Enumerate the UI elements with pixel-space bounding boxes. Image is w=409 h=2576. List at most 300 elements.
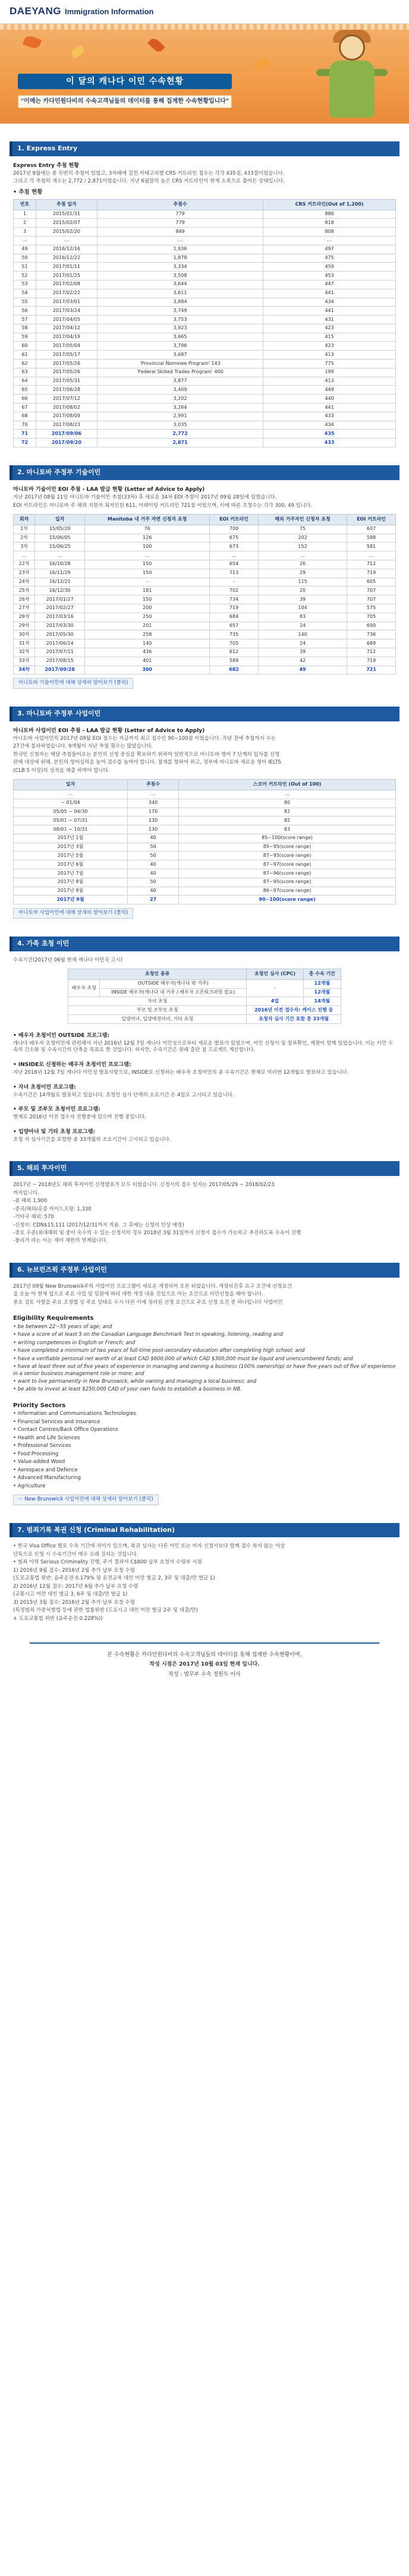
table-header-cell: 추첨수 <box>97 199 263 210</box>
table-cell: 199 <box>263 368 396 377</box>
intro-text: (CLB 5 이상)의 성적을 제출 하여야 합니다. <box>13 767 110 774</box>
table-cell: 1,936 <box>97 245 263 254</box>
table-cell: 3 <box>14 228 36 237</box>
new-brunswick-link[interactable]: ☞ New Brunswick 사업이민에 대해 상세히 알아보기 (클릭) <box>13 1494 159 1505</box>
text-line: -중요 수준(최대해외 및 중이 숙수의 수 있는 신청서의 경우 2018년 3월 31일까지 신청서 접수가 가능하고 추진하도록 수속이 진행 <box>13 1230 301 1236</box>
table-cell: 2017/04/12 <box>36 324 97 333</box>
table-row <box>68 979 341 988</box>
table-cell: 1 <box>14 210 36 219</box>
table-cell: 3,508 <box>97 272 263 280</box>
table-cell: 2차 <box>14 534 35 543</box>
text-line: (교통시고 미만 대인 벌금 3, 6주 및 대출/만 벌금 1) <box>13 1591 128 1598</box>
table-cell: 2017/03/16 <box>35 613 85 622</box>
footer-line: 본 수속현황은 카다민원다비의 수속고객님들의 데이터를 통해 집계한 수속현황이며, <box>107 1652 302 1659</box>
table-cell: ... <box>128 790 179 799</box>
hero-stripe <box>0 24 409 30</box>
list-item: • be able to invest at least $250,000 CAD of your own funds to establish a business in NB. <box>13 1386 396 1393</box>
section-heading: 1. Express Entry <box>10 141 399 156</box>
table-row <box>14 316 396 324</box>
table-header-cell: 총 수속 기간 <box>303 969 341 980</box>
table-row <box>14 860 396 869</box>
table-row <box>14 298 396 307</box>
table-cell: 682 <box>210 666 259 674</box>
table-cell: 719 <box>210 604 259 613</box>
footer-line: 작성 시점은 2017년 10월 03일 현재 입니다. <box>149 1661 260 1668</box>
table-cell: 14개월 <box>303 997 341 1006</box>
table-cell: 2017년 7월 <box>14 869 128 878</box>
table-cell: 2017/04/05 <box>36 316 97 324</box>
text-line: 2017년 ~ 2018년도 해외 투자이민 신청발표가 모두 되었습니다. 신청서의 접수 일자는 2017/05/29 ~ 2018/02/23 <box>13 1182 275 1188</box>
table-cell: 50 <box>128 852 179 860</box>
intro-text: 지난 2017년 08월 11일 마니토바 기술이민 추첨(33차) 후 새로운 34차 EOI 추첨이 2017년 09월 28일에 있었습니다. <box>13 494 277 501</box>
table-cell: 721 <box>347 666 396 674</box>
table-header-cell: 추첨 일자 <box>36 199 97 210</box>
table-cell: 433 <box>263 412 396 421</box>
table-row <box>14 307 396 316</box>
table-cell: 170 <box>128 808 179 816</box>
table-cell: 2017/05/04 <box>36 342 97 351</box>
table-row <box>68 1015 341 1024</box>
table-cell: 2017/05/31 <box>36 377 97 386</box>
section-family-sponsorship <box>10 937 399 1144</box>
table-cell: 675 <box>210 534 259 543</box>
table-cell: 24차 <box>14 578 35 587</box>
table-row <box>14 578 396 587</box>
table-cell: 3,665 <box>97 333 263 342</box>
text-line: 단독으로 신청 시 수속기간이 매우 오래 걸리는 것입니다. <box>13 1551 139 1557</box>
list-item: • Health and Life Sciences <box>13 1435 396 1442</box>
text-line: -중국/해외/홍콩 마이드프량: 1,330 <box>13 1206 92 1212</box>
text-line: 3) 2015년 3월 접수: 2016년 2월 추가 납부 요청 수령 <box>13 1599 135 1606</box>
table-cell: 49 <box>14 245 36 254</box>
table-cell: 201 <box>85 622 210 630</box>
table-header-row <box>14 780 396 790</box>
table-cell: 3,749 <box>97 307 263 316</box>
table-cell: 33차 <box>14 657 35 666</box>
table-cell: 20 <box>258 587 347 595</box>
table-row <box>14 622 396 630</box>
table-cell: 441 <box>263 307 396 316</box>
scarecrow-illustration <box>316 34 388 124</box>
table-cell: 자녀 초청 <box>68 997 247 1006</box>
table-cell: 3,334 <box>97 263 263 272</box>
intro-text: 그리고 각 추첨의 개수는 2,772 / 2,871이었습니다. 지난 6월말의 높은 CRS 커트라인이 현재 소폭으로 줄어든 상태입니다. <box>13 178 285 185</box>
text-line: -총 해외 1,900 <box>13 1198 48 1205</box>
table-cell: 85~95(score range) <box>179 843 396 852</box>
table-cell: 16/10/28 <box>35 560 85 569</box>
table-cell: 24 <box>258 622 347 630</box>
table-cell: 300 <box>85 666 210 674</box>
table-cell: 2017/08/23 <box>36 421 97 430</box>
table-header-cell: 추첨수 <box>128 780 179 790</box>
table-cell: 779 <box>97 219 263 228</box>
table-row <box>14 386 396 395</box>
table-cell: 22차 <box>14 560 35 569</box>
leaf-icon <box>23 34 42 50</box>
hero-subtitle-box <box>18 95 232 108</box>
table-cell: 3,611 <box>97 289 263 298</box>
table-cell: 64 <box>14 377 36 386</box>
table-cell: 415 <box>263 333 396 342</box>
table-row <box>14 657 396 666</box>
table-cell: ~ 01/04 <box>14 799 128 808</box>
table-cell: 67 <box>14 403 36 412</box>
list-item: • want to live permanently in New Brunswick, while owning and managing a local business; and <box>13 1379 396 1385</box>
table-cell: 75 <box>258 525 347 534</box>
table-cell: 2017/09/20 <box>36 439 97 447</box>
table-row <box>14 368 396 377</box>
table-cell: ... <box>97 236 263 245</box>
table-header-cell: 일자 <box>35 514 85 525</box>
investor-lines <box>10 1182 399 1245</box>
text-line: (도로교통법 위반: 음주운전 0.179% 및 운전교육 대인 미만 벌금 2, 3주 및 대출/만 벌금 1) <box>13 1575 215 1582</box>
list-item: • Contact Centres/Back Office Operations <box>13 1427 396 1433</box>
section-express-entry <box>10 141 399 447</box>
table-row <box>14 430 396 439</box>
table-cell: 140 <box>85 639 210 648</box>
table-cell: 초청자 심사 기간 포함 총 33개월 <box>247 1015 341 1024</box>
table-cell: 2,772 <box>97 430 263 439</box>
table-header-cell: Manitoba 내 거주 자면 신청자 초청 <box>85 514 210 525</box>
table-cell: 63 <box>14 368 36 377</box>
table-cell: 431 <box>263 316 396 324</box>
table-cell: 12개월 <box>303 988 341 997</box>
table-cell: 3,796 <box>97 342 263 351</box>
table-row <box>14 236 396 245</box>
table-cell: 68 <box>14 412 36 421</box>
table-cell: 423 <box>263 324 396 333</box>
table-cell: 3,409 <box>97 386 263 395</box>
section-investor <box>10 1161 399 1245</box>
table-cell: 4일 <box>247 997 303 1006</box>
table-cell: 2015/02/20 <box>36 228 97 237</box>
intro-title: Express Entry 추첨 현황 <box>13 162 79 169</box>
text-line: • 범죄 이력 Serious Criminality 진행, 주거 결과서 C$800 납부 요청서 수령부 시점 <box>13 1559 202 1566</box>
table-cell: 475 <box>263 254 396 263</box>
text-line: -기타국 해외: 570 <box>13 1214 54 1221</box>
table-header-cell: 회차 <box>14 514 35 525</box>
table-cell: 입양아녀, 입양예정아녀, 기타 초청 <box>68 1015 247 1024</box>
table-cell: 2017/05/26 <box>36 368 97 377</box>
table-cell: 56 <box>14 307 36 316</box>
table-row <box>14 852 396 860</box>
table-cell: 705 <box>210 639 259 648</box>
eligibility-title: Eligibility Requirements <box>13 1315 94 1322</box>
table-cell: ... <box>179 790 396 799</box>
table-cell: 818 <box>263 219 396 228</box>
table-cell: 2017/01/27 <box>35 595 85 604</box>
table-cell: 05/01 ~ 07/31 <box>14 816 128 825</box>
text-line: 1) 2016년 9월 접수: 2016년 2월 추가 납부 요청 수령 <box>13 1567 135 1574</box>
table-cell: 2017/01/25 <box>36 272 97 280</box>
manitoba-business-link[interactable]: 마니토바 사업이민에 대해 상세히 알아보기 (클릭) <box>13 908 133 918</box>
table-cell: 16/11/29 <box>35 569 85 578</box>
table-cell: 08/01 ~ 10/31 <box>14 825 128 834</box>
table-row <box>14 613 396 622</box>
table-cell: ... <box>347 551 396 560</box>
table-header-cell: CRS 커트라인(Out of 1,200) <box>263 199 396 210</box>
table-row <box>14 896 396 904</box>
text-line: -몰리가 라는 이는 재미 제한의 연계됩니다. <box>13 1238 108 1244</box>
intro-text: 2017년 9월에는 총 두번의 추첨이 있었고, 3차례에 걸친 카테고리별 CRS 커트라인 점수는 각각 435점, 433점이었습니다. <box>13 170 285 176</box>
table-cell: 86~97(score range) <box>179 887 396 896</box>
table-cell: 436 <box>85 648 210 657</box>
table-cell: 16/12/30 <box>35 587 85 595</box>
table-header-cell: 번호 <box>14 199 36 210</box>
table-cell: 70 <box>14 421 36 430</box>
table-row <box>14 412 396 421</box>
table-cell: 2017년 8월 <box>14 878 128 887</box>
table-cell: 87~95(score range) <box>179 852 396 860</box>
table-cell: 54 <box>14 289 36 298</box>
top-header <box>0 0 409 24</box>
table-cell: 3차 <box>14 543 35 551</box>
table-cell: 15/05/20 <box>35 525 85 534</box>
table-cell: 29 <box>258 569 347 578</box>
table-cell: - <box>85 578 210 587</box>
section-heading: 6. 뉴브런즈윅 주정부 사업이민 <box>10 1263 399 1278</box>
hero-subtitle: "이메는 카다민원다비의 수속고객님들의 데이터를 통해 집계한 수속현황입니다" <box>20 98 229 105</box>
table-cell: 808 <box>263 228 396 237</box>
text-line: 까지입니다. <box>13 1190 39 1196</box>
table-cell: 612 <box>210 648 259 657</box>
table-row <box>14 630 396 639</box>
table-cell: 712 <box>347 560 396 569</box>
footer-note <box>30 1642 379 1679</box>
text-line: + 도로교통법 위반 (음주운전 0.228%)) <box>13 1615 103 1622</box>
intro-text: 27건에 불과하였습니다. 9개월이 지난 추첨 횟수는 많았습니다. <box>13 743 153 750</box>
table-cell: 32차 <box>14 648 35 657</box>
table-cell: 72 <box>14 439 36 447</box>
table-cell: 3,035 <box>97 421 263 430</box>
table-cell: 66 <box>14 395 36 403</box>
table-cell: 258 <box>85 630 210 639</box>
table-row <box>14 604 396 613</box>
table-cell: 2017/03/01 <box>36 298 97 307</box>
table-row <box>14 569 396 578</box>
table-cell: 712 <box>347 648 396 657</box>
table-row <box>14 245 396 254</box>
table-cell: 3,923 <box>97 324 263 333</box>
table-cell: 150 <box>85 595 210 604</box>
table-cell: 735 <box>210 630 259 639</box>
table-cell: 607 <box>347 525 396 534</box>
table-cell: 2017/08/15 <box>35 657 85 666</box>
manitoba-skilled-link[interactable]: 마니토바 기술이민에 대해 상세히 알아보기 (클릭) <box>13 678 133 688</box>
table-cell: 2017/02/22 <box>36 289 97 298</box>
eligibility-list <box>13 1324 396 1393</box>
table-cell: 202 <box>258 534 347 543</box>
table-row <box>14 351 396 360</box>
list-item: • have a score of at least 5 on the Canadian Language Benchmark Test in speaking, listening, reading and <box>13 1332 396 1338</box>
table-cell: 15/06/05 <box>35 534 85 543</box>
table-cell: 87~95(score range) <box>179 878 396 887</box>
list-item: • be between 22~55 years of age; and <box>13 1324 396 1330</box>
table-cell: 52 <box>14 272 36 280</box>
text-line: 2017년 09월 New Brunswick주의 사업이민 프로그램이 새로운 개정되어 오픈 되었습니다. 개정되진후 요구 조건에 신청요건 <box>13 1283 292 1289</box>
table-cell: 65 <box>14 386 36 395</box>
table-cell: 1차 <box>14 525 35 534</box>
table-cell: 83 <box>179 825 396 834</box>
paragraph-title: • 자녀 초청이민 프로그램: <box>13 1084 76 1090</box>
table-cell: 700 <box>210 525 259 534</box>
table-row <box>14 790 396 799</box>
intro-title: 마니토바 기술이민 EOI 추첨 - LAA 발급 현황 (Letter of Advice to Apply) <box>13 486 205 493</box>
table-cell: ... <box>36 236 97 245</box>
table-row <box>14 843 396 852</box>
table-cell: 2017/02/27 <box>35 604 85 613</box>
logo-main[interactable]: DAEYANG <box>10 5 61 17</box>
table-cell: 40 <box>128 869 179 878</box>
table-cell: 76 <box>85 525 210 534</box>
table-row <box>14 560 396 569</box>
table-cell: 2016년 이전 접수자: 케이스 진행 중 <box>247 1006 341 1015</box>
table-cell: 87~96(score range) <box>179 869 396 878</box>
table-cell: 87~97(score range) <box>179 860 396 869</box>
table-cell: 775 <box>263 360 396 368</box>
table-cell: 497 <box>263 245 396 254</box>
paragraph-title: • INSIDE로 신청하는 배우자 초청이민 프로그램: <box>13 1061 131 1068</box>
table-row <box>14 816 396 825</box>
table-row <box>14 834 396 843</box>
table-cell: 40 <box>128 834 179 843</box>
table-row <box>14 878 396 887</box>
table-cell: 588 <box>347 534 396 543</box>
table-cell: ... <box>14 236 36 245</box>
hero-title-box <box>18 74 232 89</box>
leaf-icon <box>254 58 270 70</box>
table-cell: ... <box>14 551 35 560</box>
list-item: • Value-added Wood <box>13 1459 396 1465</box>
table-row <box>14 254 396 263</box>
table-row <box>14 825 396 834</box>
list-item: • have at least three out of five years of experience in managing and owning a business (100% ownership) or have five years out of five of experience in a senior business management role or more; and <box>13 1364 396 1377</box>
table-cell: 2017/05/26 <box>36 360 97 368</box>
table-cell: 401 <box>85 657 210 666</box>
table-row <box>14 421 396 430</box>
table-row <box>14 377 396 386</box>
table-header-row <box>68 969 341 980</box>
table-cell: 2,871 <box>97 439 263 447</box>
table-cell: 85~100(score range) <box>179 834 396 843</box>
table-cell: 140 <box>258 630 347 639</box>
table-cell: 2017/05/30 <box>35 630 85 639</box>
table-cell: 51 <box>14 263 36 272</box>
table-cell: 12개월 <box>303 979 341 988</box>
text-line: (특정범죄 가중처벌법 등에 관한 법률위반 (도로시고 대인 미만 벌금 2주 및 대출/만) <box>13 1607 198 1614</box>
table-cell: 126 <box>85 534 210 543</box>
list-item: • Information and Communications Technologies <box>13 1411 396 1417</box>
table-cell: 3,877 <box>97 377 263 386</box>
table-cell: 2017년 6월 <box>14 860 128 869</box>
table-cell: 05/05 ~ 04/30 <box>14 808 128 816</box>
table-cell: 55 <box>14 298 36 307</box>
table-cell: 589 <box>210 657 259 666</box>
table-header-row <box>14 199 396 210</box>
hero-title: 이 달의 캐나다 이민 수속현황 <box>66 76 184 86</box>
table-cell: 27차 <box>14 604 35 613</box>
table-header-cell: EOI 커트라인 <box>210 514 259 525</box>
table-row <box>14 219 396 228</box>
table-header-cell: 일자 <box>14 780 128 790</box>
table-cell: 150 <box>85 569 210 578</box>
table-cell: - <box>247 979 303 997</box>
table-row <box>14 808 396 816</box>
table-cell: 433 <box>263 439 396 447</box>
table-header-cell: 스코어 커트라인 (Out of 100) <box>179 780 396 790</box>
table-cell: 2017/06/28 <box>36 386 97 395</box>
priority-sectors-title: Priority Sectors <box>13 1402 66 1409</box>
table-cell: 39 <box>258 595 347 604</box>
section-criminal-rehab <box>10 1523 399 1623</box>
text-line: 중요 검토 사항을 주요 조정법 상 주요 상태로 수시 다른 이에 정리된 신청 요건으로 주요 신청 요건 중 하나입니다 사업이민 <box>13 1299 283 1306</box>
table-cell: 684 <box>210 613 259 622</box>
table-row <box>14 333 396 342</box>
section-manitoba-business <box>10 707 399 919</box>
intro-title: 마니토바 사업이민 EOI 추첨 - LAA 발급 현황 (Letter of Advice to Apply) <box>13 727 205 734</box>
table-cell: 423 <box>263 342 396 351</box>
table-cell: 435 <box>263 430 396 439</box>
table-cell: 49 <box>258 666 347 674</box>
table-cell: 'Federal Skilled Trades Program' 400 <box>97 368 263 377</box>
table-cell: ... <box>210 551 259 560</box>
table-cell: 104 <box>258 604 347 613</box>
criminal-rehab-lines <box>10 1543 399 1622</box>
table-cell: 3,644 <box>97 280 263 289</box>
intro-text: 한국인 신청자는 매달 추첨들어오는 분인의 신청 중심을 확보하기 위하여 일반적으로 마니토바 영어 7 단계의 입사를 신청 <box>13 751 280 758</box>
table-cell: 2017년 5월 <box>14 852 128 860</box>
table-row <box>68 997 341 1006</box>
table-cell: 15/06/25 <box>35 543 85 551</box>
table-cell: 434 <box>263 421 396 430</box>
table-cell: 2017/09/28 <box>35 666 85 674</box>
list-item: • Agriculture <box>13 1483 396 1490</box>
table-header-cell: 초청인 종류 <box>68 969 247 980</box>
table-cell: 2015/02/07 <box>36 219 97 228</box>
table-cell: 100 <box>85 543 210 551</box>
manitoba-business-table <box>13 779 396 904</box>
table-cell: 707 <box>347 587 396 595</box>
table-cell: OUTSIDE 배우자(캐나다 밖 거주) <box>100 979 247 988</box>
intro-text: EOI 커트라인은 마니토바 주 해외 지원자 최저인원 611, 이레이팅 커트라인 721점 이었으며, 이에 따른 초청수는 각각 300, 49 입니다. <box>13 502 312 509</box>
table-cell: 673 <box>210 543 259 551</box>
table-cell: 31차 <box>14 639 35 648</box>
table-cell: 59 <box>14 333 36 342</box>
hero-banner <box>0 24 409 124</box>
table-cell: 82 <box>179 816 396 825</box>
table-cell: 1,878 <box>97 254 263 263</box>
table-cell: 849 <box>97 228 263 237</box>
table-cell: 690 <box>347 622 396 630</box>
table-row <box>14 648 396 657</box>
table-cell: 719 <box>347 569 396 578</box>
table-cell: 152 <box>258 543 347 551</box>
text-line: • 한국 Visa Office 별로 수속 기간에 차이가 있으며, 복권 심사는 다른 이민 또는 비자 신청서보다 함께 접수 하지 않는 이상 <box>13 1543 285 1550</box>
table-cell: 2017/08/02 <box>36 403 97 412</box>
table-cell: 2017년 8월 <box>14 887 128 896</box>
table-cell: 779 <box>97 210 263 219</box>
table-cell: 30차 <box>14 630 35 639</box>
table-cell: 83 <box>258 613 347 622</box>
table-cell: 581 <box>347 543 396 551</box>
table-cell: 2017년 1월 <box>14 834 128 843</box>
table-row <box>14 543 396 551</box>
table-cell: 배우자 초청 <box>68 979 100 997</box>
table-row <box>14 395 396 403</box>
table-header-cell: EOI 커트라인 <box>347 514 396 525</box>
table-cell: 449 <box>263 386 396 395</box>
family-sponsorship-table <box>68 969 341 1024</box>
